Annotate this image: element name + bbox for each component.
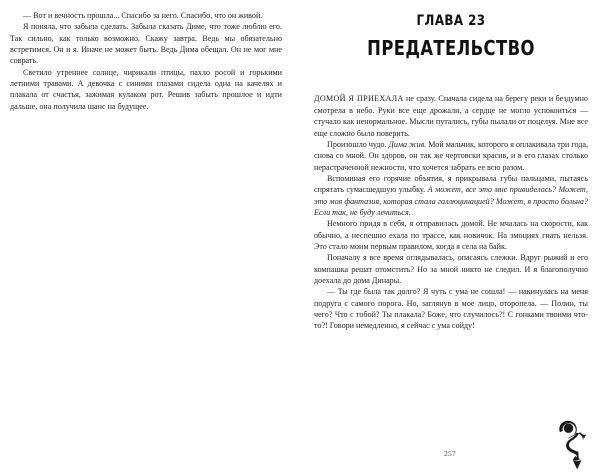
paragraph (314, 173, 588, 218)
chapter-number: ГЛАВА 23 (416, 13, 486, 29)
paragraph: Светило утреннее солнце, чирикали птицы, пахло росой и горькими летними травами. А девочка с синими глазами сидела одна на качелях и плакала от счастья, зажимая кулаком рот. Решив забыть прошлое и идти дальше, она получила шанс на будущее. (10, 67, 282, 111)
paragraph: Немного придя в себя, я отправилась домой. Не мчалась на скорости, как обычно, а неспешно ехала по трассе, как новичок. На эмоциях гнать нельзя. Это стало моим первым правилом, когда я села на байк. (314, 219, 588, 251)
emphasis-text: Дима жив. (388, 139, 427, 149)
paragraph: Поначалу я все время оглядывалась, опасаясь слежки. Вдруг рыжий и его компашка решат отомстить? Но за мной никто не следил. И я благополучно доехала до дома Динары. (314, 253, 588, 285)
emphasis-text: А может, все это мне привиделось? Может, это моя фантазия, которая стала галлюцинацией? Может, я просто больна? Если так, не буду лечиться. (314, 185, 588, 217)
paragraph-opening (314, 93, 588, 138)
paragraph (314, 139, 588, 173)
paragraph-text-before: Произошло чудо. (327, 139, 389, 149)
paragraph: — Вот и вечность прошла... Спасибо за него. Спасибо, что он живой. (23, 11, 263, 20)
paragraph: — Ты где была так долго? Я чуть с ума не сошла! — накинулась на меня подруга с самого порога. Но, заглянув в мое лицо, оторопела. — Полин, ты чего? Что с тобой? Ты плакала? Боже, что случилось?! С гонками твоими что-то?! Говори немедленно, я сейчас с ума сойду! (314, 287, 588, 331)
page-number: 257 (444, 449, 456, 458)
paragraph: Я поняла, что забыла сделать. Забыла сказать Диме, что тоже люблю его. Так сильно, как только возможно. Скажу завтра. Ведь мы обязательно встретимся. Он и я. Иначе не может быть. Ведь Дима обещал. Он не мог мне соврать. (10, 22, 282, 66)
right-page (300, 0, 600, 474)
chapter-title: ПРЕДАТЕЛЬСТВО (367, 35, 535, 60)
chapter-heading (314, 10, 588, 59)
paragraph-text-after: Мой мальчик, которого я оплакивала три года, снова со мной. Он здоров, он так же чертовски красив, и в его глазах столько нерастраченной нежности, что хочется забрать ее всю разом. (314, 139, 589, 172)
left-page-text-column (10, 10, 282, 112)
right-page-text-column (314, 93, 588, 331)
opening-smallcaps: ДОМОЙ Я ПРИЕХАЛА (314, 94, 404, 104)
paragraph-text-before: Вспоминая его горячие объятия, я прикрывала губы пальцами, пытаясь спрятать сумасшедшую улыбку. (314, 173, 588, 195)
paragraph-text: не сразу. Сначала сидела на берегу реки и бездумно смотрела в небо. Руки все еще дрожали, а сердце не могло успокоиться — стучало как ненормальное. Мысли путались, губы пылали от поцелуя. Мне все еще сложно было поверить. (314, 94, 588, 138)
curled-arrow-flourish-icon (555, 420, 595, 470)
